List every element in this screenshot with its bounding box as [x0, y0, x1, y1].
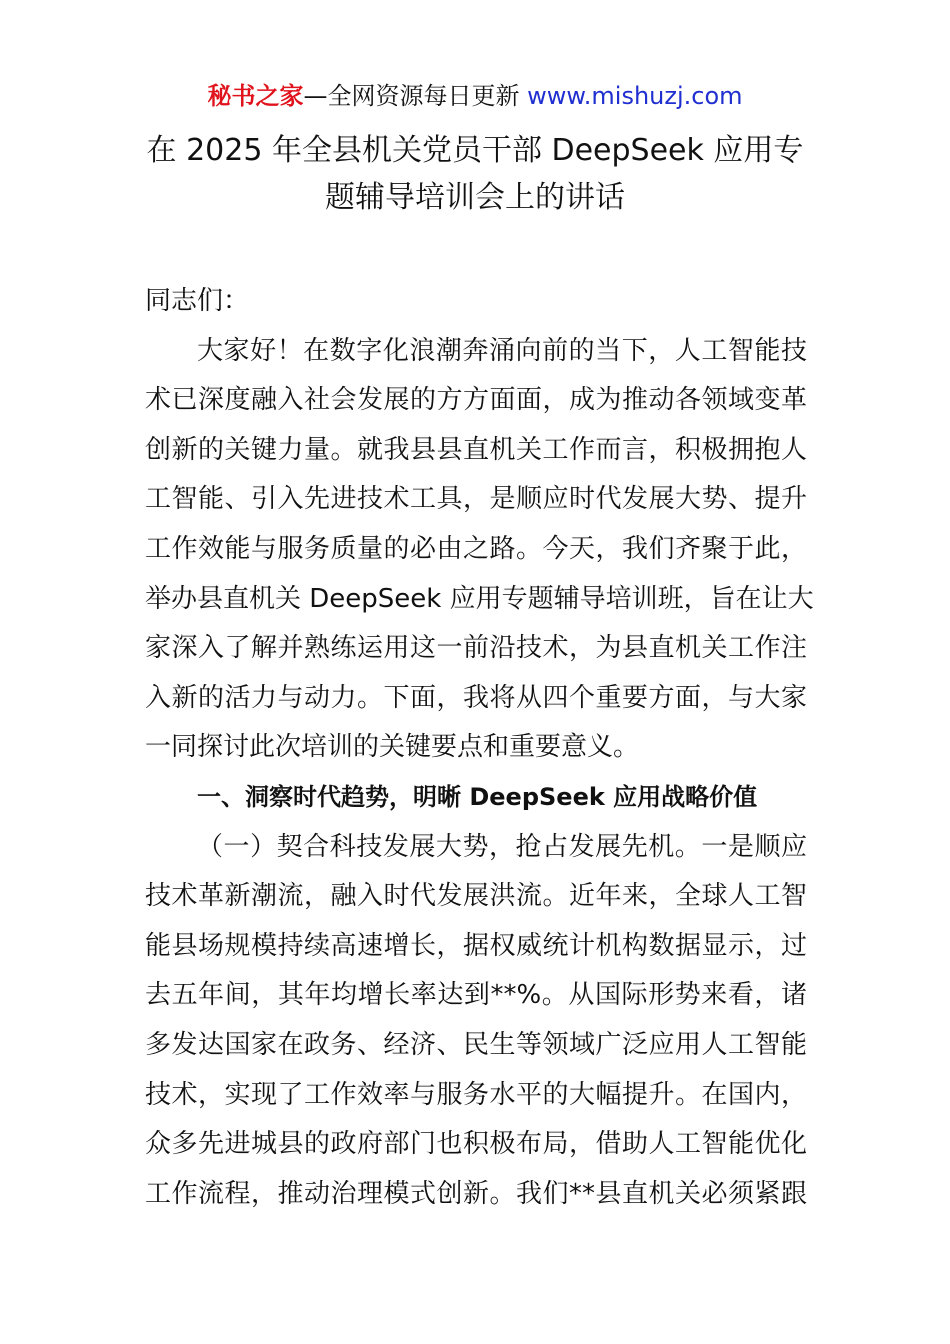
paragraph-line: 举办县直机关 DeepSeek 应用专题辅导培训班，旨在让大 [145, 583, 814, 614]
document-title-line-1: 在 2025 年全县机关党员干部 DeepSeek 应用专 [146, 133, 804, 168]
paragraph-line: 去五年间，其年均增长率达到**%。从国际形势来看，诸 [145, 980, 807, 1011]
paragraph-line: 入新的活力与动力。下面，我将从四个重要方面，与大家 [145, 682, 807, 713]
paragraph-line: 家深入了解并熟练运用这一前沿技术，为县直机关工作注 [145, 633, 807, 664]
section-heading: 一、洞察时代趋势，明晰 DeepSeek 应用战略价值 [197, 782, 758, 811]
paragraph-line: 众多先进城县的政府部门也积极布局，借助人工智能优化 [145, 1129, 807, 1160]
paragraph-line: 工智能、引入先进技术工具，是顺应时代发展大势、提升 [145, 484, 807, 515]
paragraph-line: 能县场规模持续高速增长，据权威统计机构数据显示，过 [145, 930, 807, 961]
paragraph-line: 多发达国家在政务、经济、民生等领域广泛应用人工智能 [145, 1029, 807, 1060]
document-title [140, 127, 810, 221]
document-title-line-2: 题辅导培训会上的讲话 [325, 180, 625, 215]
paragraph-line: 工作效能与服务质量的必由之路。今天，我们齐聚于此， [145, 533, 807, 564]
site-url[interactable]: www.mishuzj.com [527, 82, 743, 110]
paragraph-line: 技术，实现了工作效率与服务水平的大幅提升。在国内， [145, 1079, 807, 1110]
salutation: 同志们： [145, 286, 250, 316]
paragraph-line: 术已深度融入社会发展的方方面面，成为推动各领域变革 [145, 385, 807, 416]
site-tagline: —全网资源每日更新 [303, 82, 528, 110]
paragraph-line: 工作流程，推动治理模式创新。我们**县直机关必须紧跟 [145, 1178, 807, 1209]
paragraph-line: 创新的关键力量。就我县县直机关工作而言，积极拥抱人 [145, 434, 807, 465]
paragraph-line: 一同探讨此次培训的关键要点和重要意义。 [145, 732, 640, 763]
paragraph-line: 技术革新潮流，融入时代发展洪流。近年来，全球人工智 [145, 881, 807, 912]
paragraph-line: （一）契合科技发展大势，抢占发展先机。一是顺应 [197, 831, 807, 862]
site-banner [0, 80, 950, 112]
site-brand: 秘书之家 [207, 82, 304, 110]
paragraph-line: 大家好！在数字化浪潮奔涌向前的当下，人工智能技 [197, 335, 807, 366]
document-body [145, 277, 814, 1219]
